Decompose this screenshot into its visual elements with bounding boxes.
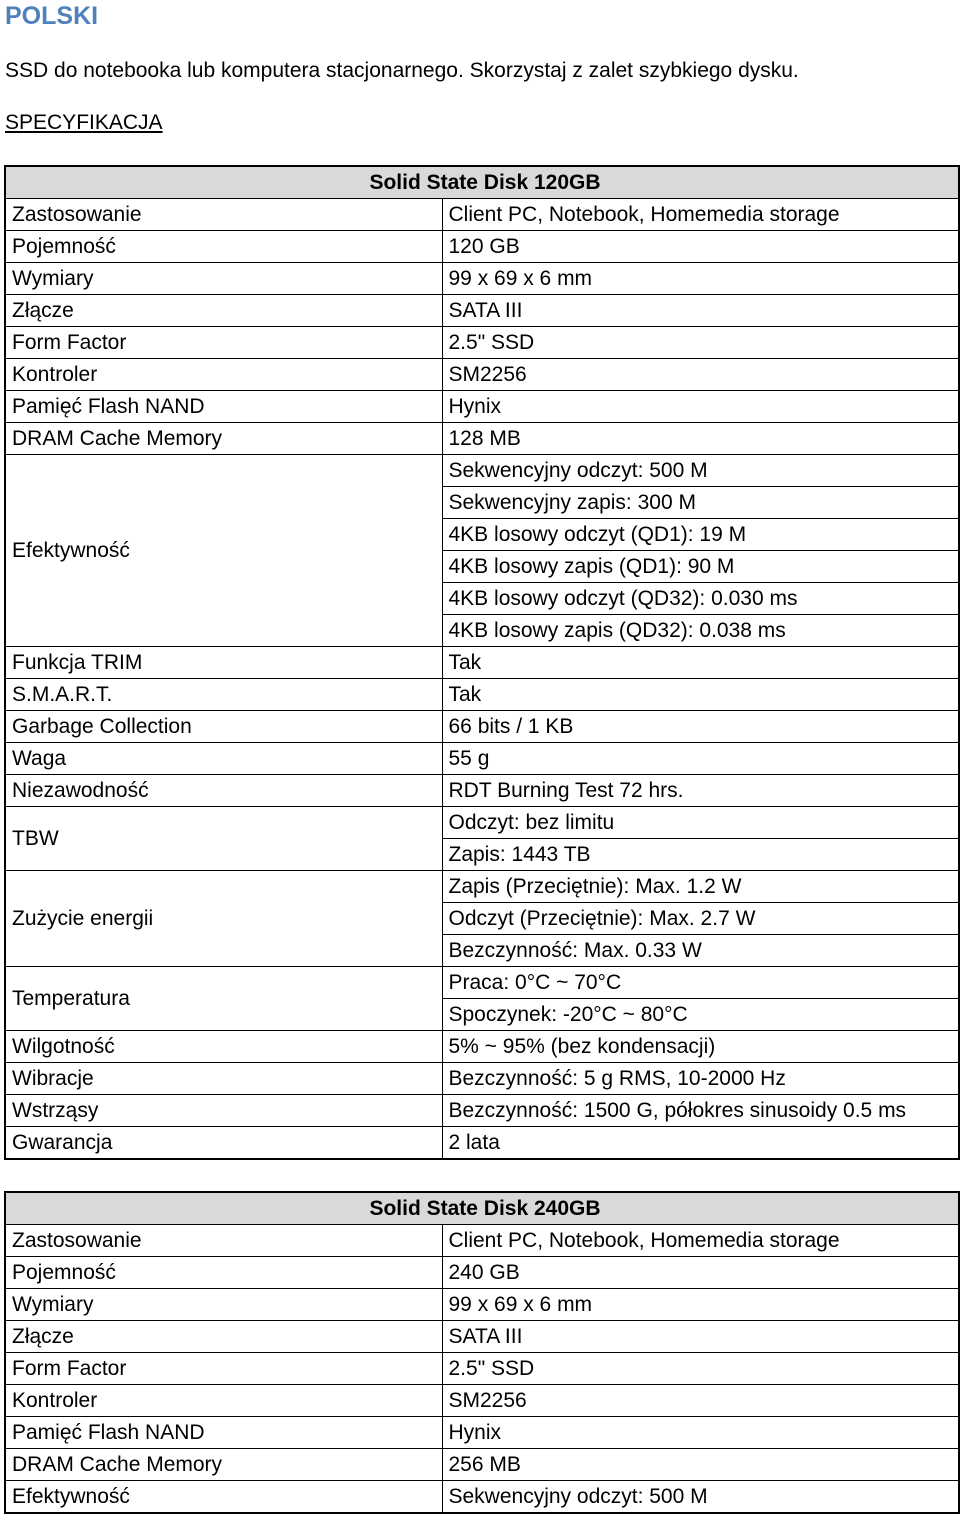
spec-value: 4KB losowy odczyt (QD32): 0.030 ms <box>442 583 959 615</box>
spec-row <box>5 1289 959 1321</box>
spec-value: RDT Burning Test 72 hrs. <box>442 775 959 807</box>
spec-value: 256 MB <box>442 1449 959 1481</box>
spec-row <box>5 1031 959 1063</box>
spec-value: Zapis (Przeciętnie): Max. 1.2 W <box>442 871 959 903</box>
spec-value: 5% ~ 95% (bez kondensacji) <box>442 1031 959 1063</box>
spec-value: Client PC, Notebook, Homemedia storage <box>442 199 959 231</box>
spec-label: Efektywność <box>5 1481 442 1514</box>
spec-row <box>5 1225 959 1257</box>
spec-row <box>5 1127 959 1160</box>
spec-label: Zastosowanie <box>5 199 442 231</box>
spec-value: Tak <box>442 647 959 679</box>
spec-label: Zastosowanie <box>5 1225 442 1257</box>
spec-table-title: Solid State Disk 240GB <box>5 1192 959 1225</box>
spec-label: Pamięć Flash NAND <box>5 391 442 423</box>
spec-value: Zapis: 1443 TB <box>442 839 959 871</box>
spec-label: Garbage Collection <box>5 711 442 743</box>
spec-value: Sekwencyjny odczyt: 500 M <box>442 1481 959 1514</box>
spec-value: 2.5" SSD <box>442 327 959 359</box>
spec-row <box>5 679 959 711</box>
spec-table-240gb <box>4 1191 960 1514</box>
spec-table-120gb <box>4 165 960 1160</box>
spec-value: 66 bits / 1 KB <box>442 711 959 743</box>
spec-value: Bezczynność: 1500 G, półokres sinusoidy 0.5 ms <box>442 1095 959 1127</box>
spec-value: Odczyt (Przeciętnie): Max. 2.7 W <box>442 903 959 935</box>
spec-label: Złącze <box>5 295 442 327</box>
spec-value: SM2256 <box>442 1385 959 1417</box>
spec-row <box>5 455 959 487</box>
spec-label: Kontroler <box>5 1385 442 1417</box>
spec-value: 4KB losowy odczyt (QD1): 19 M <box>442 519 959 551</box>
spec-table-title: Solid State Disk 120GB <box>5 166 959 199</box>
spec-label: Temperatura <box>5 967 442 1031</box>
spec-label: Pamięć Flash NAND <box>5 1417 442 1449</box>
spec-row <box>5 711 959 743</box>
spec-label: Zużycie energii <box>5 871 442 967</box>
spec-label: Wymiary <box>5 1289 442 1321</box>
spec-row <box>5 743 959 775</box>
spec-label: Form Factor <box>5 1353 442 1385</box>
spec-value: 120 GB <box>442 231 959 263</box>
spec-label: Wstrząsy <box>5 1095 442 1127</box>
spec-value: SM2256 <box>442 359 959 391</box>
spec-label: Form Factor <box>5 327 442 359</box>
spec-row <box>5 199 959 231</box>
spec-value: Hynix <box>442 391 959 423</box>
spec-value: Bezczynność: Max. 0.33 W <box>442 935 959 967</box>
spec-label: Funkcja TRIM <box>5 647 442 679</box>
spec-row <box>5 967 959 999</box>
spec-label: Kontroler <box>5 359 442 391</box>
spec-row <box>5 359 959 391</box>
spec-label: Efektywność <box>5 455 442 647</box>
spec-label: DRAM Cache Memory <box>5 1449 442 1481</box>
spec-label: Wymiary <box>5 263 442 295</box>
spec-row <box>5 231 959 263</box>
spec-label: TBW <box>5 807 442 871</box>
spec-value: Sekwencyjny odczyt: 500 M <box>442 455 959 487</box>
spec-label: Pojemność <box>5 231 442 263</box>
spec-value: 4KB losowy zapis (QD1): 90 M <box>442 551 959 583</box>
spec-row <box>5 1321 959 1353</box>
spec-value: 240 GB <box>442 1257 959 1289</box>
spec-row <box>5 1385 959 1417</box>
spec-value: 55 g <box>442 743 959 775</box>
spec-value: Sekwencyjny zapis: 300 M <box>442 487 959 519</box>
spec-row <box>5 263 959 295</box>
spec-value: Tak <box>442 679 959 711</box>
spec-row <box>5 1417 959 1449</box>
spec-label: Wibracje <box>5 1063 442 1095</box>
spec-row <box>5 775 959 807</box>
spec-value: SATA III <box>442 1321 959 1353</box>
spec-label: Złącze <box>5 1321 442 1353</box>
spec-label: Wilgotność <box>5 1031 442 1063</box>
section-heading: SPECYFIKACJA <box>5 111 163 134</box>
spec-value: SATA III <box>442 295 959 327</box>
spec-value: 128 MB <box>442 423 959 455</box>
spec-label: Waga <box>5 743 442 775</box>
spec-value: 99 x 69 x 6 mm <box>442 263 959 295</box>
spec-label: Gwarancja <box>5 1127 442 1160</box>
spec-row <box>5 1095 959 1127</box>
spec-row <box>5 423 959 455</box>
spec-value: Bezczynność: 5 g RMS, 10-2000 Hz <box>442 1063 959 1095</box>
spec-value: 99 x 69 x 6 mm <box>442 1289 959 1321</box>
spec-value: Spoczynek: -20°C ~ 80°C <box>442 999 959 1031</box>
spec-value: Odczyt: bez limitu <box>442 807 959 839</box>
spec-row <box>5 327 959 359</box>
spec-row <box>5 1353 959 1385</box>
spec-value: 4KB losowy zapis (QD32): 0.038 ms <box>442 615 959 647</box>
spec-value: Hynix <box>442 1417 959 1449</box>
spec-row <box>5 1257 959 1289</box>
spec-row <box>5 1481 959 1514</box>
spec-row <box>5 391 959 423</box>
spec-row <box>5 871 959 903</box>
spec-value: Praca: 0°C ~ 70°C <box>442 967 959 999</box>
spec-label: Niezawodność <box>5 775 442 807</box>
spec-value: Client PC, Notebook, Homemedia storage <box>442 1225 959 1257</box>
spec-label: DRAM Cache Memory <box>5 423 442 455</box>
spec-label: S.M.A.R.T. <box>5 679 442 711</box>
language-heading: POLSKI <box>5 2 99 30</box>
spec-row <box>5 295 959 327</box>
spec-row <box>5 1063 959 1095</box>
spec-row <box>5 647 959 679</box>
spec-row <box>5 1449 959 1481</box>
spec-value: 2.5" SSD <box>442 1353 959 1385</box>
intro-text: SSD do notebooka lub komputera stacjonarnego. Skorzystaj z zalet szybkiego dysku. <box>5 59 799 82</box>
spec-row <box>5 807 959 839</box>
spec-value: 2 lata <box>442 1127 959 1160</box>
spec-label: Pojemność <box>5 1257 442 1289</box>
